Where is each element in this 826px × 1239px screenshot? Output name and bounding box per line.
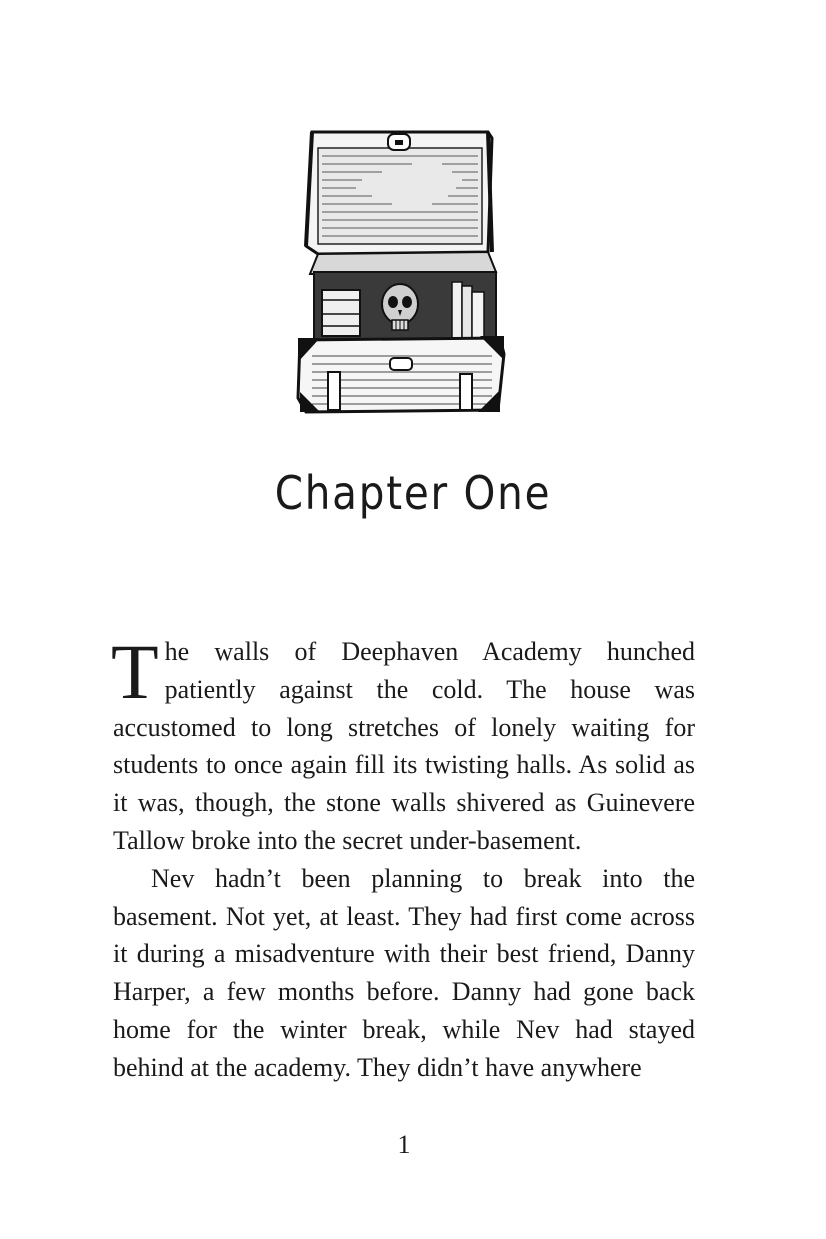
trunk-interior (310, 252, 496, 342)
paragraph-1 (111, 628, 695, 860)
chapter-body (111, 628, 695, 1087)
page-number: 1 (397, 1130, 411, 1159)
chapter-title: Chapter One (274, 466, 552, 520)
trunk-front (298, 336, 504, 412)
drop-cap: T (111, 628, 159, 715)
paragraph-1-text: he walls of Deephaven Academy hunched patiently against the cold. The house was accustomed to long stretches of lonely waiting for students to once again fill its twisting halls. As solid as it was, though, the stone walls shivered as Guinevere Tallow broke into the secret under-basement. (113, 637, 695, 855)
open-trunk-with-skull-illustration (292, 122, 508, 422)
paragraph-2: Nev hadn’t been planning to break into the basement. Not yet, at least. They had first come across it during a misadventure with their best friend, Danny Harper, a few months before. Danny had gone back home for the winter break, while Nev had stayed behind at the academy. They didn’t have anywhere (113, 863, 695, 1082)
trunk-lid (306, 132, 492, 254)
